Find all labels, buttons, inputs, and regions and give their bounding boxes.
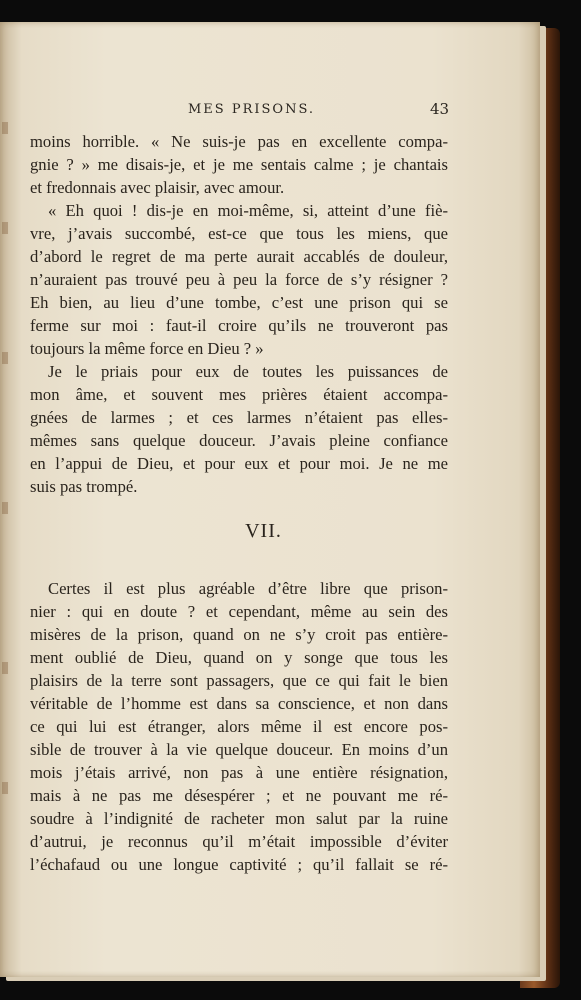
gutter-mark [2, 502, 8, 514]
running-head-title: MES PRISONS. [188, 102, 316, 117]
text-line: sible de trouver à la vie quelque douceur. En moins d’un [30, 740, 448, 759]
text-line: mois j’étais arrivé, non pas à une entière résignation, [30, 763, 448, 782]
text-line: d’abord le regret de ma perte aurait accablés de douleur, [30, 247, 448, 266]
text-line: gnie ? » me disais-je, et je me sentais calme ; je chantais [30, 155, 448, 174]
text-line: soudre à l’indignité de racheter mon salut par la ruine [30, 809, 448, 828]
text-block-bottom [30, 577, 448, 876]
text-line: toujours la même force en Dieu ? » [30, 339, 264, 358]
text-line: n’auraient pas trouvé peu à peu la force de s’y résigner ? [30, 270, 448, 289]
text-line: « Eh quoi ! dis-je en moi-même, si, atteint d’une fiè- [48, 201, 448, 220]
text-line: en l’appui de Dieu, et pour eux et pour moi. Je ne me [30, 454, 448, 473]
gutter-mark [2, 352, 8, 364]
gutter-mark [2, 662, 8, 674]
text-line: mêmes sans quelque douceur. J’avais pleine confiance [30, 431, 448, 450]
text-line: l’échafaud ou une longue captivité ; qu’il fallait se ré- [30, 855, 448, 874]
text-line: gnées de larmes ; et ces larmes n’étaient pas elles- [30, 408, 448, 427]
section-heading [0, 520, 581, 543]
text-line: d’autrui, je reconnus qu’il m’était impossible d’éviter [30, 832, 448, 851]
text-line: Je le priais pour eux de toutes les puissances de [48, 362, 448, 381]
gutter-mark [2, 782, 8, 794]
text-line: ce qui lui est étranger, alors même il est encore pos- [30, 717, 448, 736]
text-line: ferme sur moi : faut-il croire qu’ils ne trouveront pas [30, 316, 448, 335]
text-line: Eh bien, au lieu d’une tombe, c’est une prison qui se [30, 293, 448, 312]
text-line: mon âme, et souvent mes prières étaient accompa- [30, 385, 448, 404]
page-number: 43 [430, 100, 450, 118]
text-line: plaisirs de la terre sont passagers, que ce qui fait le bien [30, 671, 448, 690]
text-line: nier : qui en doute ? et cependant, même au sein des [30, 602, 448, 621]
gutter-mark [2, 222, 8, 234]
text-line: Certes il est plus agréable d’être libre que prison- [48, 579, 448, 598]
text-line: suis pas trompé. [30, 477, 138, 496]
text-line: véritable de l’homme est dans sa conscience, et non dans [30, 694, 448, 713]
text-line: misères de la prison, quand on ne s’y croit pas entière- [30, 625, 448, 644]
gutter-mark [2, 122, 8, 134]
text-line: mais à ne pas me désespérer ; et ne pouvant me ré- [30, 786, 448, 805]
section-number: VII. [245, 520, 282, 542]
text-line: ment oublié de Dieu, quand on y songe que tous les [30, 648, 448, 667]
text-line: vre, j’avais succombé, est-ce que tous les miens, que [30, 224, 448, 243]
text-block-top [30, 130, 448, 498]
text-line: moins horrible. « Ne suis-je pas en excellente compa- [30, 132, 448, 151]
text-line: et fredonnais avec plaisir, avec amour. [30, 178, 285, 197]
